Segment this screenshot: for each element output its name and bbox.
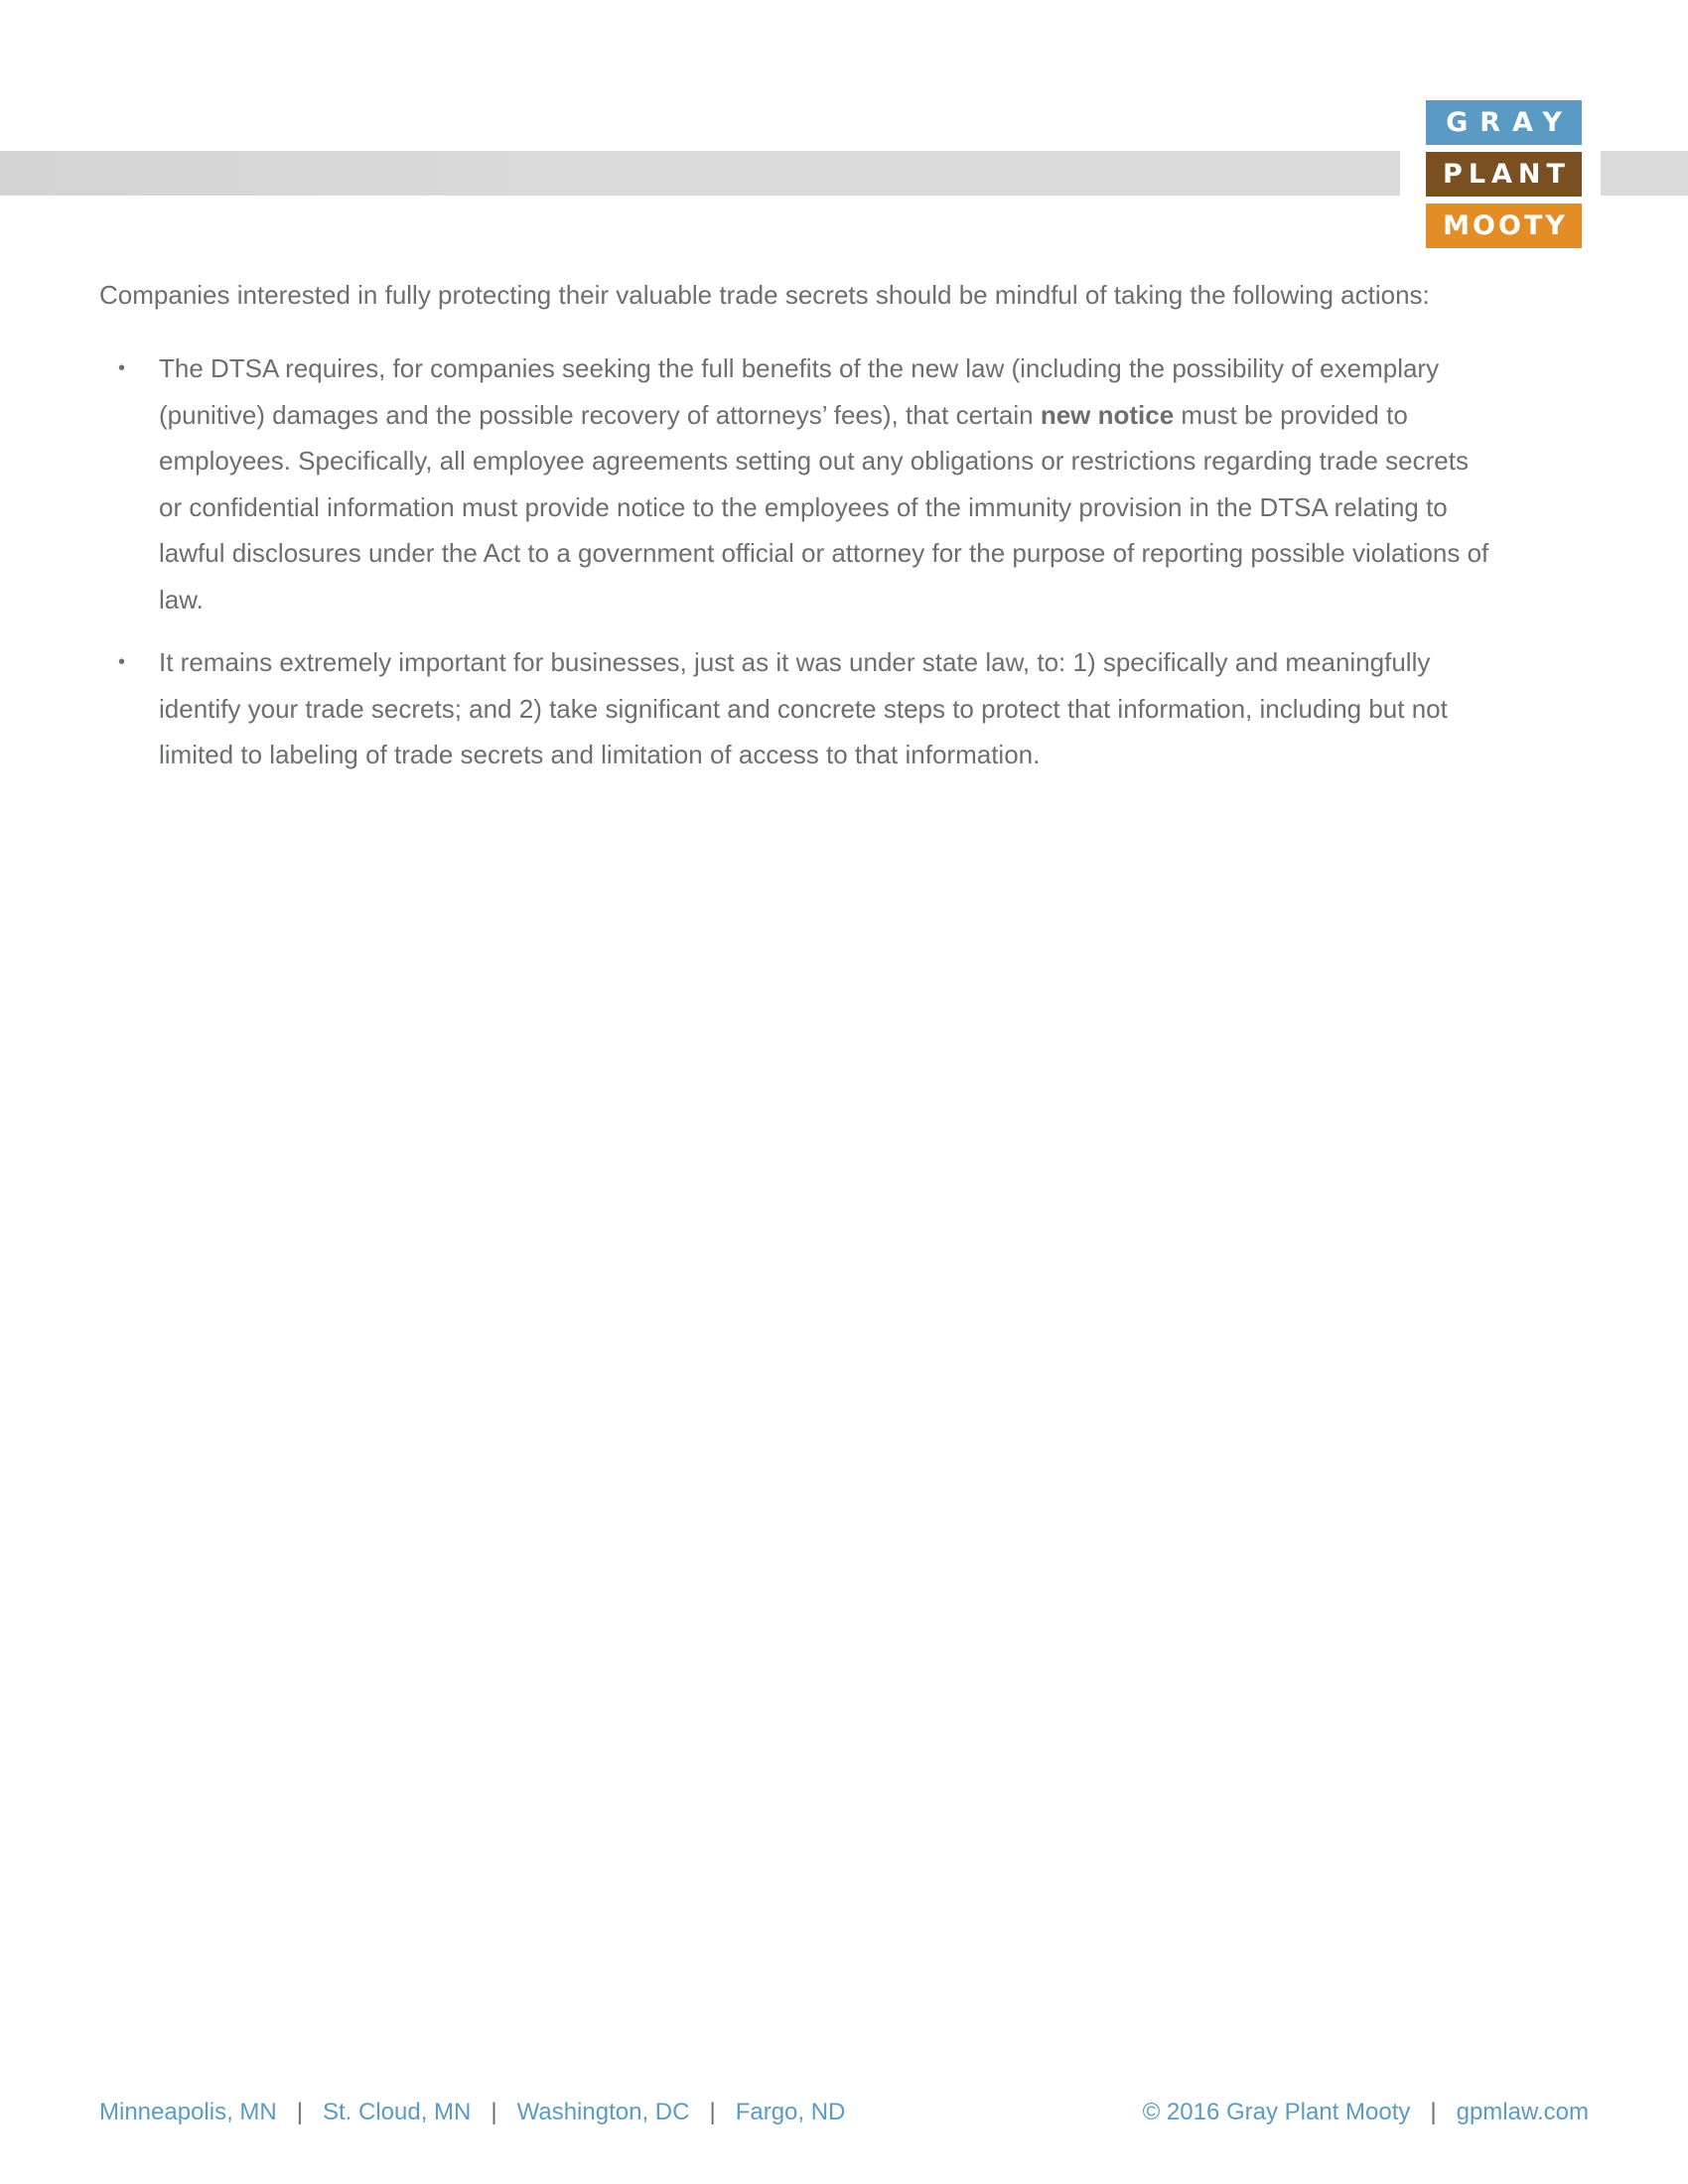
footer-copyright-block bbox=[1143, 2093, 1589, 2132]
footer-separator: | bbox=[709, 2099, 716, 2125]
list-item-line: or confidential information must provide notice to the employees of the immunity provision in the DTSA relating to bbox=[159, 491, 1448, 522]
action-list bbox=[99, 345, 1589, 778]
emphasis-new-notice: new notice bbox=[1040, 399, 1175, 430]
list-item-line: law. bbox=[159, 584, 204, 614]
footer-separator: | bbox=[296, 2099, 303, 2125]
footer-location-fargo: Fargo, ND bbox=[735, 2099, 846, 2125]
list-item-line bbox=[159, 392, 1683, 439]
logo-plant: PLANT bbox=[1426, 152, 1582, 197]
logo-mooty: MOOTY bbox=[1426, 204, 1582, 248]
footer-copyright: © 2016 Gray Plant Mooty bbox=[1142, 2099, 1411, 2125]
header-bar-end bbox=[1601, 151, 1688, 196]
footer-location-minneapolis: Minneapolis, MN bbox=[99, 2099, 277, 2125]
gray-plant-mooty-logo bbox=[1426, 100, 1582, 248]
list-item-line: identify your trade secrets; and 2) take significant and concrete steps to protect that information, including but not bbox=[159, 693, 1448, 724]
bullet-icon: • bbox=[118, 357, 126, 379]
list-item bbox=[99, 639, 1683, 778]
list-item-line: lawful disclosures under the Act to a government official or attorney for the purpose of reporting possible violations of bbox=[159, 538, 1489, 568]
logo-gray: GRAY bbox=[1426, 100, 1582, 145]
footer-separator: | bbox=[491, 2099, 497, 2125]
footer-location-st-cloud: St. Cloud, MN bbox=[322, 2099, 472, 2125]
list-item-line: The DTSA requires, for companies seeking the full benefits of the new law (including the possibility of exemplary bbox=[159, 353, 1440, 383]
footer-website-link[interactable]: gpmlaw.com bbox=[1456, 2099, 1589, 2125]
footer-location-washington: Washington, DC bbox=[516, 2099, 690, 2125]
text-run: must be provided to bbox=[1174, 399, 1408, 430]
list-item-line: It remains extremely important for businesses, just as it was under state law, to: 1) specifically and meaningfully bbox=[159, 647, 1431, 677]
bullet-icon: • bbox=[118, 651, 126, 673]
list-item-line: limited to labeling of trade secrets and limitation of access to that information. bbox=[159, 740, 1041, 769]
footer-locations bbox=[99, 2093, 845, 2132]
list-item bbox=[99, 345, 1683, 622]
text-run: (punitive) damages and the possible recovery of attorneys’ fees), that certain bbox=[159, 399, 1041, 430]
footer-separator: | bbox=[1430, 2099, 1437, 2125]
list-item-line: employees. Specifically, all employee agreements setting out any obligations or restrictions regarding trade secrets bbox=[159, 446, 1469, 476]
document-body bbox=[99, 272, 1589, 795]
intro-paragraph: Companies interested in fully protecting their valuable trade secrets should be mindful of taking the following actions: bbox=[99, 280, 1430, 310]
header-bar bbox=[0, 151, 1400, 196]
